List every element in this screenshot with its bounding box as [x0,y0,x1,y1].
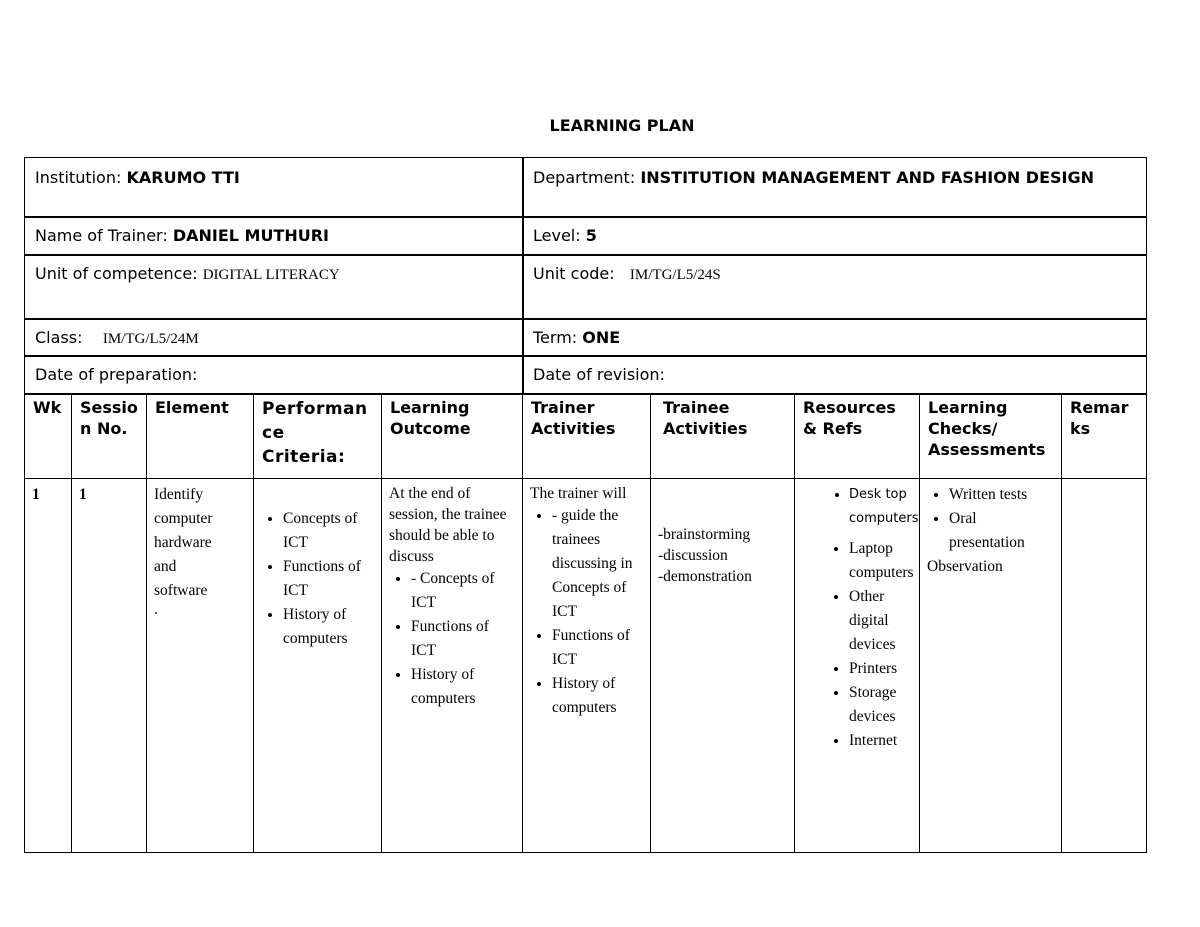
col-header-element: Element [155,398,229,417]
cell-trainee-activities: -brainstorming -discussion -demonstration [658,526,752,585]
list-item: • History of computers [283,603,374,651]
list-item: • Concepts of ICT [283,507,374,555]
list-item: • Storage devices [849,681,912,729]
col-header-trainer-activities: Trainer Activities [531,398,616,438]
list-item: • History of computers [552,672,643,720]
level-field: Level: 5 [533,226,597,245]
revision-date-field: Date of revision: [533,365,665,384]
list-item: • - Concepts of ICT [411,567,515,615]
list-item: • Desk top computers [849,483,912,531]
col-header-wk: Wk [33,398,62,417]
cell-criteria [254,504,381,654]
list-item: • Other digital devices [849,585,912,657]
cell-wk: 1 [32,486,40,503]
cell-session: 1 [79,486,87,503]
col-header-criteria: Performance Criteria: [262,399,368,467]
col-header-session: Session No. [80,398,138,438]
preparation-date-field: Date of preparation: [35,365,198,384]
term-field: Term: ONE [533,328,621,347]
list-item: • Internet [849,729,912,753]
institution-field: Institution: KARUMO TTI [35,168,240,187]
list-item: • Written tests [949,483,1054,507]
trainer-field: Name of Trainer: DANIEL MUTHURI [35,226,329,245]
list-item: • - guide the trainees discussing in Concepts of ICT [552,504,643,624]
col-header-resources: Resources & Refs [803,398,896,438]
cell-trainer-activities: The trainer will • - guide the trainees discussing in Concepts of ICT • Functions of ICT • History of computers [523,480,650,723]
unit-code-field: Unit code: IM/TG/L5/24S [533,264,721,283]
cell-element: Identify computer hardware and software . [154,486,213,618]
list-item: • Functions of ICT [411,615,515,663]
cell-outcome: At the end of session, the trainee should be able to discuss • - Concepts of ICT • Functions of ICT • History of computers [382,480,522,714]
cell-remarks [1062,480,1146,486]
class-field: Class: IM/TG/L5/24M [35,328,199,347]
list-item: • Oral presentation [949,507,1054,555]
list-item: • Functions of ICT [283,555,374,603]
list-item: • Printers [849,657,912,681]
page-title: LEARNING PLAN [549,116,695,135]
cell-resources [820,480,919,756]
department-field: Department: INSTITUTION MANAGEMENT AND FASHION DESIGN [533,168,1094,187]
col-header-remarks: Remarks [1070,398,1129,438]
col-header-trainee-activities: Trainee Activities [663,398,748,438]
unit-field: Unit of competence: DIGITAL LITERACY [35,264,340,283]
list-item: • History of computers [411,663,515,711]
col-header-outcome: Learning Outcome [390,398,471,438]
list-item: • Functions of ICT [552,624,643,672]
cell-checks: • Written tests • Oral presentation Observation [920,480,1061,582]
list-item: • Laptop computers [849,537,912,585]
col-header-checks: Learning Checks/ Assessments [928,398,1046,459]
